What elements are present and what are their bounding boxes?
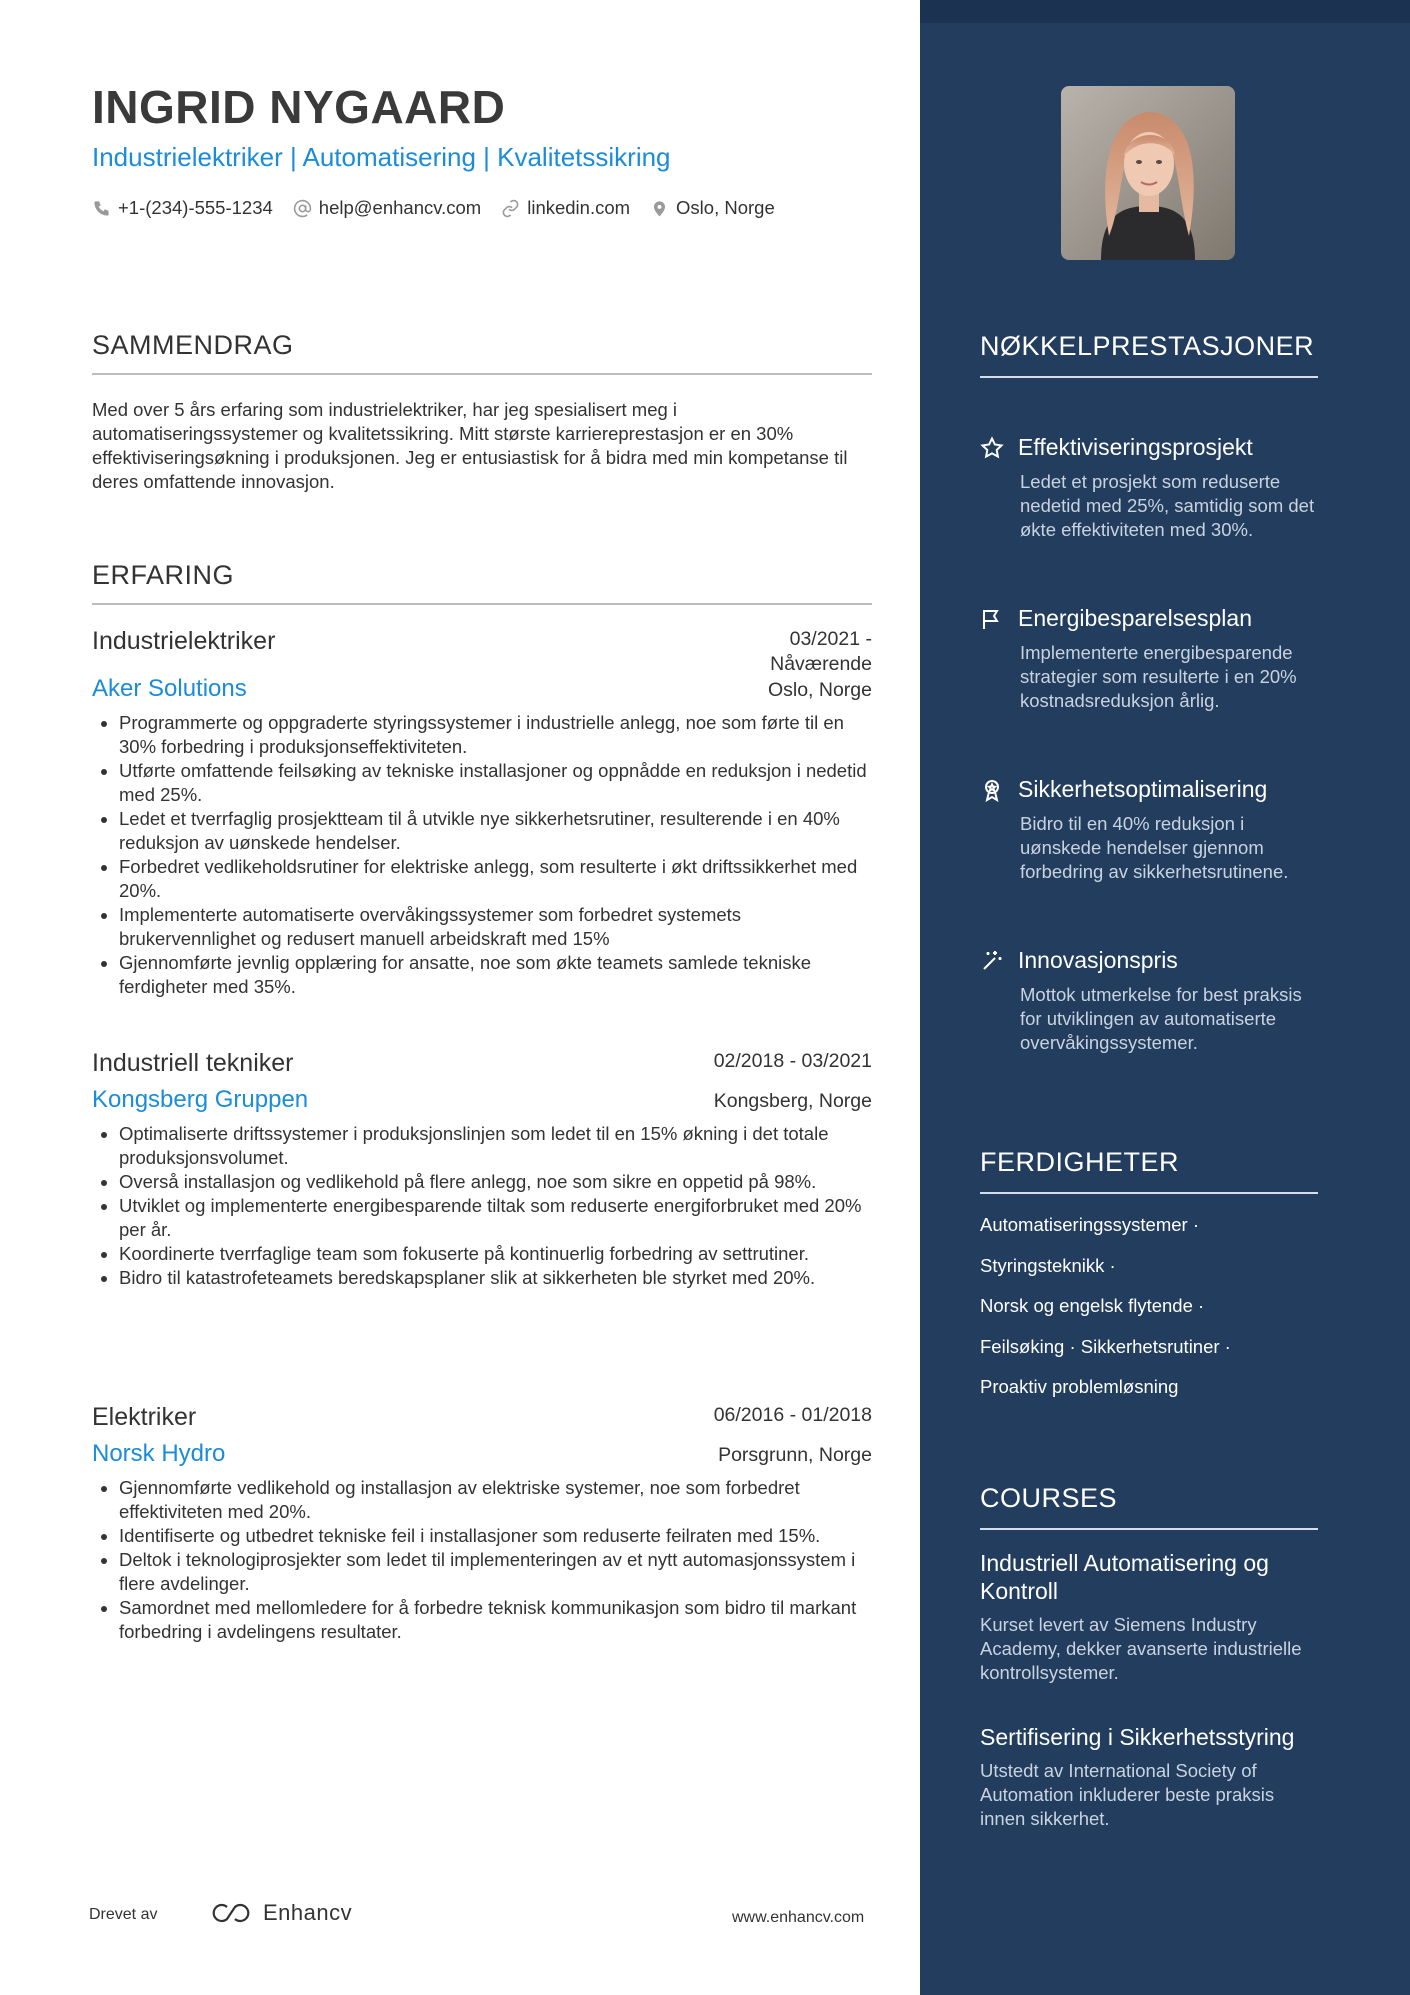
achievement-title: Sikkerhetsoptimalisering bbox=[1018, 776, 1268, 802]
job-location: Kongsberg, Norge bbox=[713, 1090, 872, 1112]
link-icon bbox=[501, 199, 520, 218]
achievements-heading: NØKKELPRESTASJONER bbox=[980, 328, 1318, 378]
sidebar-topbar bbox=[920, 0, 1410, 23]
contact-email[interactable] bbox=[293, 197, 481, 219]
job-location: Porsgrunn, Norge bbox=[718, 1444, 872, 1466]
list-item: • Implementerte automatiserte overvåkingssystemer som forbedret systemets brukervennlighet og redusert manuell arbeidskraft med 15% bbox=[119, 903, 872, 951]
list-item: • Koordinerte tverrfaglige team som fokuserte på kontinuerlig forbedring av settrutiner. bbox=[119, 1242, 872, 1266]
list-item: • Deltok i teknologiprosjekter som ledet til implementeringen av et nytt automasjonssystem i flere avdelinger. bbox=[119, 1548, 872, 1596]
job-date: 06/2016 - 01/2018 bbox=[713, 1404, 872, 1426]
star-icon bbox=[980, 436, 1004, 460]
job-company: Aker Solutions bbox=[92, 675, 247, 702]
job-title: Elektriker bbox=[92, 1403, 197, 1431]
contact-email-text: help@enhancv.com bbox=[318, 197, 482, 218]
candidate-tagline: Industrielektriker | Automatisering | Kvalitetssikring bbox=[92, 142, 671, 172]
summary-text: Med over 5 års erfaring som industrielektriker, har jeg spesialisert meg i automatiseringssystemer og kvalitetssikring. Mitt største karriereprestasjon er en 30% effektiviseringsøkning i produksjonen. Jeg er entusiastisk for å bidra med min kompetanse til deres omfattende innovasjon. bbox=[92, 399, 848, 492]
location-pin-icon bbox=[650, 199, 669, 218]
contact-location bbox=[650, 197, 775, 219]
achievement-desc: Ledet et prosjekt som reduserte nedetid med 25%, samtidig som det økte effektiviteten med 30%. bbox=[1020, 471, 1315, 540]
courses-heading: COURSES bbox=[980, 1480, 1318, 1530]
skill-line: Norsk og engelsk flytende · bbox=[980, 1295, 1205, 1316]
job-bullets bbox=[92, 1122, 872, 1290]
list-item: • Gjennomførte jevnlig opplæring for ansatte, noe som økte teamets samlede tekniske ferdigheter med 35%. bbox=[119, 951, 872, 999]
list-item: • Samordnet med mellomledere for å forbedre teknisk kommunikasjon som bidro til markant forbedring i avdelingens resultater. bbox=[119, 1596, 872, 1644]
job-bullets bbox=[92, 1476, 872, 1644]
contact-linkedin-text: linkedin.com bbox=[527, 197, 631, 218]
contact-phone-text: +1-(234)-555-1234 bbox=[118, 197, 273, 218]
skills-heading: FERDIGHETER bbox=[980, 1144, 1318, 1194]
job-title: Industrielektriker bbox=[92, 627, 276, 655]
enhancv-brand: Enhancv bbox=[263, 1900, 353, 1925]
summary-heading: SAMMENDRAG bbox=[92, 330, 872, 375]
achievement-item bbox=[980, 947, 1318, 1055]
magic-wand-icon bbox=[980, 949, 1004, 973]
achievement-title: Innovasjonspris bbox=[1018, 947, 1178, 973]
skill-line: Automatiseringssystemer · bbox=[980, 1214, 1199, 1235]
list-item: • Optimaliserte driftssystemer i produksjonslinjen som ledet til en 15% økning i det totale produksjonsvolumet. bbox=[119, 1122, 872, 1170]
enhancv-logo[interactable] bbox=[207, 1900, 352, 1926]
footer-url[interactable]: www.enhancv.com bbox=[732, 1909, 865, 1926]
achievement-desc: Mottok utmerkelse for best praksis for utviklingen av automatiserte overvåkingssystemer. bbox=[1020, 984, 1302, 1053]
job-entry bbox=[92, 1049, 872, 1290]
achievement-desc: Implementerte energibesparende strategier som resulterte i en 20% kostnadsreduksjon årlig. bbox=[1020, 642, 1297, 711]
skill-line: Proaktiv problemløsning bbox=[980, 1376, 1179, 1397]
job-title: Industriell tekniker bbox=[92, 1049, 294, 1077]
course-desc: Kurset levert av Siemens Industry Academy, dekker avanserte industrielle kontrollsystemer. bbox=[980, 1614, 1302, 1683]
achievement-desc: Bidro til en 40% reduksjon i uønskede hendelser gjennom forbedring av sikkerhetsrutinene. bbox=[1020, 813, 1289, 882]
achievement-item bbox=[980, 605, 1318, 713]
achievement-item bbox=[980, 776, 1318, 884]
list-item: • Programmerte og oppgraderte styringssystemer i industrielle anlegg, noe som førte til en 30% forbedring i produksjonseffektiviteten. bbox=[119, 711, 872, 759]
achievement-item bbox=[980, 434, 1318, 542]
experience-heading: ERFARING bbox=[92, 560, 872, 605]
skill-line: Styringsteknikk · bbox=[980, 1255, 1116, 1276]
job-company: Norsk Hydro bbox=[92, 1440, 226, 1467]
course-desc: Utstedt av International Society of Automation inkluderer beste praksis innen sikkerhet. bbox=[980, 1760, 1275, 1829]
job-date: 02/2018 - 03/2021 bbox=[713, 1050, 872, 1072]
course-item bbox=[980, 1549, 1318, 1685]
list-item: • Utførte omfattende feilsøking av tekniske installasjoner og oppnådde en reduksjon i nedetid med 25%. bbox=[119, 759, 872, 807]
contact-phone[interactable] bbox=[92, 197, 273, 219]
job-bullets bbox=[92, 711, 872, 999]
contact-row bbox=[92, 197, 775, 219]
list-item: • Gjennomførte vedlikehold og installasjon av elektriske systemer, noe som forbedret effektiviteten med 20%. bbox=[119, 1476, 872, 1524]
course-item bbox=[980, 1723, 1318, 1831]
job-location: Oslo, Norge bbox=[767, 679, 872, 701]
achievement-title: Energibesparelsesplan bbox=[1018, 605, 1252, 631]
job-date: 03/2021 - Nåværende bbox=[770, 628, 872, 675]
course-title: Sertifisering i Sikkerhetsstyring bbox=[980, 1724, 1295, 1750]
candidate-name: INGRID NYGAARD bbox=[92, 81, 506, 133]
contact-location-text: Oslo, Norge bbox=[676, 197, 775, 218]
list-item: • Identifiserte og utbedret tekniske feil i installasjoner som reduserte feilraten med 15%. bbox=[119, 1524, 872, 1548]
flag-icon bbox=[980, 607, 1004, 631]
enhancv-logo-icon bbox=[207, 1900, 255, 1926]
list-item: • Utviklet og implementerte energibesparende tiltak som reduserte energiforbruket med 20% per år. bbox=[119, 1194, 872, 1242]
job-company: Kongsberg Gruppen bbox=[92, 1086, 309, 1113]
profile-photo bbox=[1061, 86, 1235, 260]
list-item: • Overså installasjon og vedlikehold på flere anlegg, noe som sikre en oppetid på 98%. bbox=[119, 1170, 872, 1194]
powered-by-label: Drevet av bbox=[89, 1906, 158, 1923]
contact-linkedin[interactable] bbox=[501, 197, 630, 219]
achievement-title: Effektiviseringsprosjekt bbox=[1018, 434, 1253, 460]
job-entry bbox=[92, 1403, 872, 1644]
award-icon bbox=[980, 778, 1004, 802]
list-item: • Forbedret vedlikeholdsrutiner for elektriske anlegg, som resulterte i økt driftssikkerhet med 20%. bbox=[119, 855, 872, 903]
list-item: • Ledet et tverrfaglig prosjektteam til å utvikle nye sikkerhetsrutiner, resulterende i en 40% reduksjon av uønskede hendelser. bbox=[119, 807, 872, 855]
course-title: Industriell Automatisering og Kontroll bbox=[980, 1550, 1269, 1604]
list-item: • Bidro til katastrofeteamets beredskapsplaner slik at sikkerheten ble styrket med 20%. bbox=[119, 1266, 872, 1290]
job-entry bbox=[92, 627, 872, 999]
phone-icon bbox=[92, 199, 111, 218]
at-icon bbox=[293, 199, 312, 218]
skill-line: Feilsøking · Sikkerhetsrutiner · bbox=[980, 1336, 1231, 1357]
